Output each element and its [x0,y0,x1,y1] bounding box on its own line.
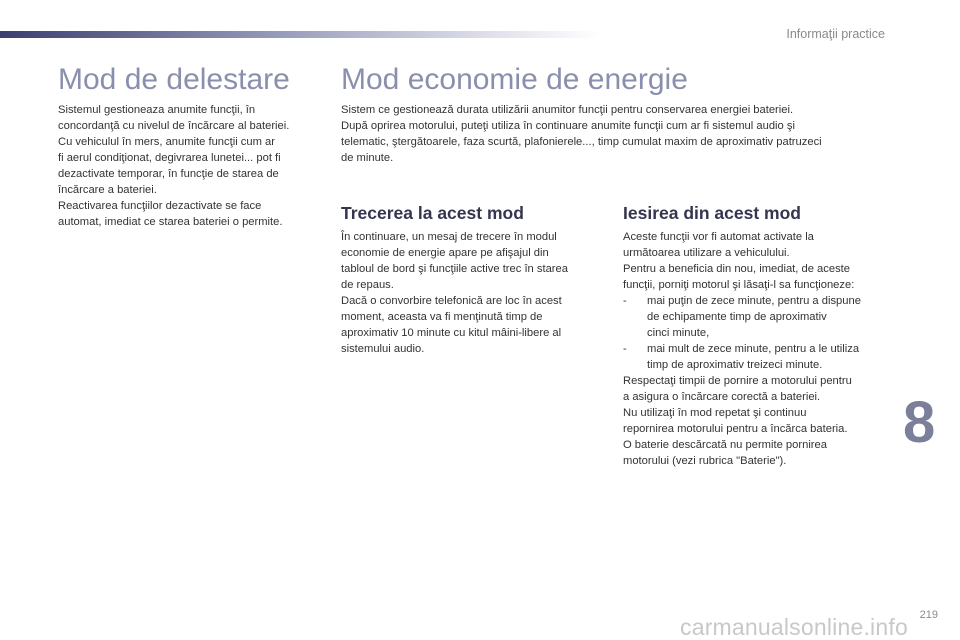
chapter-number: 8 [903,390,936,455]
watermark: carmanualsonline.info [680,614,908,640]
text-line: Cu vehiculul în mers, anumite funcţii cum ar [58,136,275,148]
text-line: concordanţă cu nivelul de încărcare al bateriei. [58,120,290,132]
text-line: Sistem ce gestionează durata utilizării anumitor funcţii pentru conservarea energiei bateriei. [341,104,794,116]
text-line: de repaus. [341,279,394,291]
bullet-item [623,341,888,373]
text-line: mai mult de zece minute, pentru a le utiliza [647,343,860,355]
text-line: aproximativ 10 minute cu kitul mâini-libere al [341,327,562,339]
text-line: economie de energie apare pe afişajul din [341,247,549,259]
page-number: 219 [919,609,938,621]
text-line: moment, aceasta va fi menţinută timp de [341,311,543,323]
text-line: cinci minute, [647,327,710,339]
section-title: Informaţii practice [786,27,885,41]
text-line: În continuare, un mesaj de trecere în modul [341,231,557,243]
text-line: repornirea motorului pentru a încărca bateria. [623,423,848,435]
right-section-title: Mod economie de energie [341,63,688,96]
enter-mode-title: Trecerea la acest mod [341,203,524,223]
text-line: automat, imediat ce starea bateriei o permite. [58,216,283,228]
text-line: O baterie descărcată nu permite pornirea [623,439,827,451]
exit-mode-title: Iesirea din acest mod [623,203,801,223]
text-line: dezactivate temporar, în funcţie de starea de [58,168,279,180]
text-line: timp de aproximativ treizeci minute. [647,359,823,371]
text-line: Pentru a beneficia din nou, imediat, de aceste [623,263,851,275]
exit-mode-body [623,229,888,469]
text-line: mai puţin de zece minute, pentru a dispune [647,295,861,307]
text-line: telematic, ştergătoarele, faza scurtă, plafonierele..., timp cumulat maxim de aproximativ patruzeci [341,136,822,148]
text-line: fi aerul condiţionat, degivrarea lunetei... pot fi [58,152,281,164]
text-line: motorului (vezi rubrica "Baterie"). [623,455,787,467]
text-line: a asigura o încărcare corectă a bateriei. [623,391,821,403]
text-line: Respectaţi timpii de pornire a motorului pentru [623,375,852,387]
text-line: funcţii, porniţi motorul şi lăsaţi-l sa funcţioneze: [623,279,855,291]
text-line: Sistemul gestioneaza anumite funcţii, în [58,104,256,116]
text-line: tabloul de bord şi funcţiile active trec în starea [341,263,568,275]
text-line: Nu utilizaţi în mod repetat şi continuu [623,407,807,419]
enter-mode-body [341,229,606,357]
bullet-dash: - [623,295,627,307]
text-line: de minute. [341,152,394,164]
bullet-dash: - [623,343,627,355]
text-line: Reactivarea funcţiilor dezactivate se face [58,200,262,212]
text-line: încărcare a bateriei. [58,184,157,196]
right-section-intro [341,102,886,166]
left-section-title: Mod de delestare [58,63,290,96]
text-line: După oprirea motorului, puteţi utiliza în continuare anumite funcţii cum ar fi sistemul audio şi [341,120,795,132]
header-gradient-bar [0,31,600,38]
text-line: următoarea utilizare a vehiculului. [623,247,790,259]
text-line: Aceste funcţii vor fi automat activate la [623,231,814,243]
text-line: Dacă o convorbire telefonică are loc în acest [341,295,562,307]
text-line: sistemului audio. [341,343,425,355]
bullet-item [623,293,888,341]
text-line: de echipamente timp de aproximativ [647,311,827,323]
left-section-body [58,102,323,230]
